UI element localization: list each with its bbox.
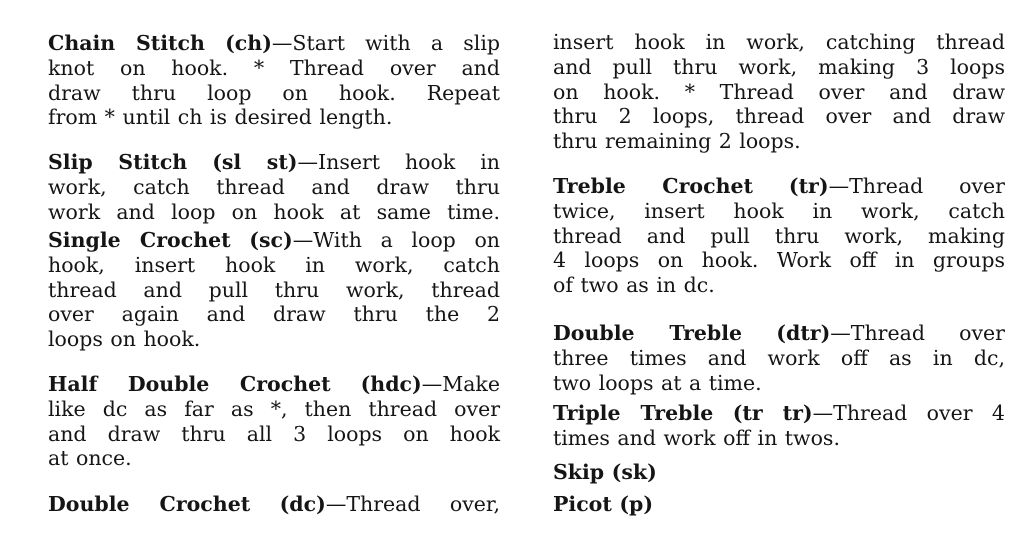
entry-text-line: —Thread over 4 xyxy=(812,401,1005,425)
entry-text-line: —Thread over xyxy=(828,174,1005,198)
entry-term: Skip xyxy=(553,460,605,484)
entry-abbreviation: (sk) xyxy=(611,460,657,484)
entry-text-line: thread and pull thru work, thread xyxy=(48,277,500,302)
entry-text-line: thru remaining 2 loops. xyxy=(553,129,801,154)
entry-abbreviation: (sc) xyxy=(249,228,293,252)
entry-double-crochet-continued xyxy=(553,30,1005,154)
entry-abbreviation: (dc) xyxy=(279,492,326,516)
entry-text-line: draw thru loop on hook. Repeat xyxy=(48,80,500,105)
entry-term: Treble Crochet xyxy=(553,174,753,198)
entry-text-line: of two as in dc. xyxy=(553,273,715,298)
entry-abbreviation: (tr) xyxy=(788,174,829,198)
entry-text-line: twice, insert hook in work, catch xyxy=(553,198,1005,223)
entry-text-line: and pull thru work, making 3 loops xyxy=(553,54,1005,79)
entry-text-line: at once. xyxy=(48,446,132,471)
entry-term: Picot xyxy=(553,492,612,516)
entry-text-line: three times and work off as in dc, xyxy=(553,345,1005,370)
entry-text-line: like dc as far as *, then thread over xyxy=(48,396,500,421)
entry-text-line: 4 loops on hook. Work off in groups xyxy=(553,248,1005,273)
entry-abbreviation: (sl st) xyxy=(212,150,298,174)
entry-abbreviation: (ch) xyxy=(225,31,272,55)
entry-text-line: times and work off in twos. xyxy=(553,425,840,450)
entry-text-line: insert hook in work, catching thread xyxy=(553,30,1005,54)
entry-abbreviation: (hdc) xyxy=(360,372,422,396)
entry-picot xyxy=(553,492,1005,517)
entry-text-line: two loops at a time. xyxy=(553,370,762,395)
entry-skip xyxy=(553,460,1005,485)
entry-slip-stitch xyxy=(48,150,500,224)
entry-term: Half Double Crochet xyxy=(48,372,331,396)
entry-term: Triple Treble xyxy=(553,401,714,425)
entry-text-line: —With a loop on xyxy=(292,228,500,252)
entry-text-line: loops on hook. xyxy=(48,327,201,352)
entry-text-line: on hook. * Thread over and draw xyxy=(553,79,1005,104)
entry-text-line: work and loop on hook at same time. xyxy=(48,199,500,224)
entry-term: Single Crochet xyxy=(48,228,231,252)
entry-text-line: thread and pull thru work, making xyxy=(553,223,1005,248)
entry-triple-treble xyxy=(553,401,1005,451)
entry-chain-stitch xyxy=(48,31,500,130)
entry-text-line: hook, insert hook in work, catch xyxy=(48,252,500,277)
entry-double-crochet xyxy=(48,492,500,517)
entry-term: Slip Stitch xyxy=(48,150,188,174)
entry-double-treble xyxy=(553,321,1005,395)
entry-text-line: —Make xyxy=(421,372,500,396)
entry-half-double-crochet xyxy=(48,372,500,471)
entry-treble-crochet xyxy=(553,174,1005,298)
entry-single-crochet xyxy=(48,228,500,352)
entry-text-line: —Start with a slip xyxy=(271,31,500,55)
entry-text-line: —Thread over xyxy=(830,321,1005,345)
entry-abbreviation: (dtr) xyxy=(776,321,831,345)
entry-text-line: over again and draw thru the 2 xyxy=(48,302,500,327)
entry-abbreviation: (tr tr) xyxy=(732,401,813,425)
entry-text-line: knot on hook. * Thread over and xyxy=(48,55,500,80)
entry-text-line: from * until ch is desired length. xyxy=(48,105,393,130)
entry-text-line: thru 2 loops, thread over and draw xyxy=(553,104,1005,129)
entry-text-line: and draw thru all 3 loops on hook xyxy=(48,421,500,446)
entry-text-line: —Thread over, xyxy=(325,492,500,516)
entry-text-line: work, catch thread and draw thru xyxy=(48,174,500,199)
entry-abbreviation: (p) xyxy=(619,492,654,516)
entry-term: Double Treble xyxy=(553,321,743,345)
entry-text-line: —Insert hook in xyxy=(297,150,500,174)
entry-term: Chain Stitch xyxy=(48,31,205,55)
entry-term: Double Crochet xyxy=(48,492,251,516)
